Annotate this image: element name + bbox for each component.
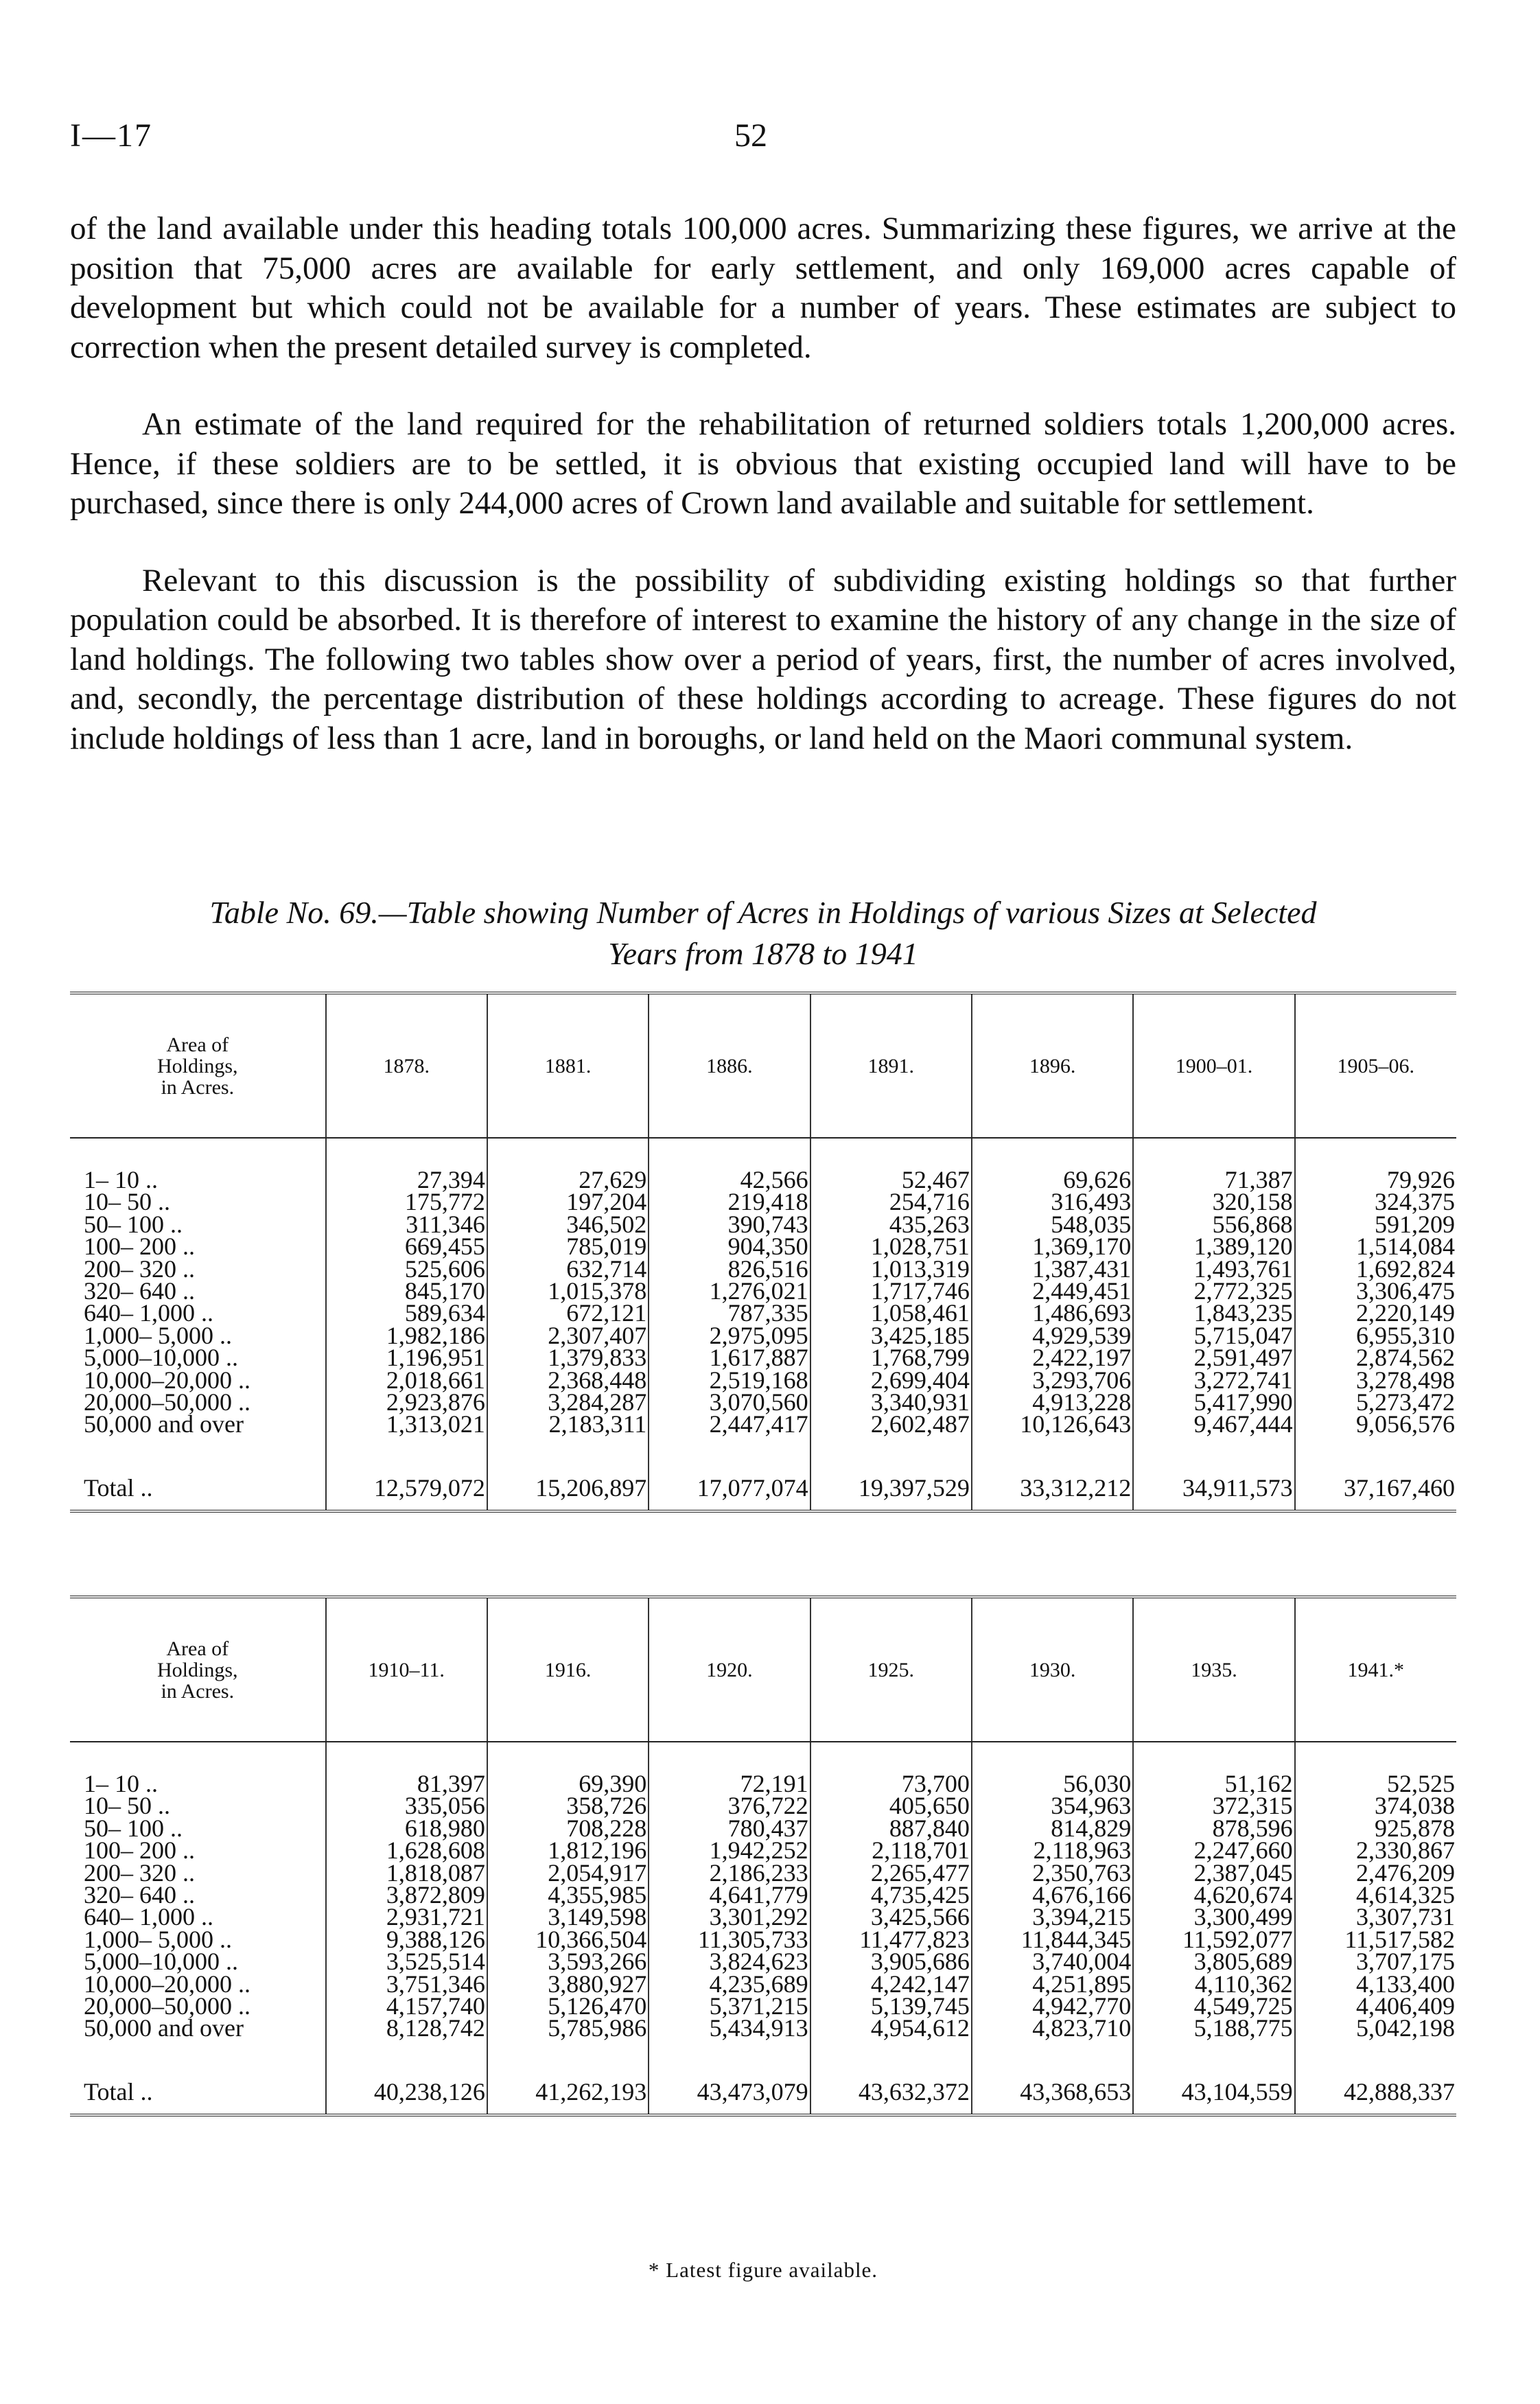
year-header: 1930.: [972, 1597, 1133, 1742]
acreage-cell: 4,157,740: [326, 1995, 487, 2017]
acreage-cell: 672,121: [487, 1302, 649, 1324]
acreage-cell: 2,387,045: [1133, 1862, 1294, 1884]
acreage-cell: 5,371,215: [649, 1995, 810, 2017]
acreage-cell: 27,394: [326, 1169, 487, 1191]
spacer-cell: [972, 1436, 1133, 1466]
table-body: [70, 1742, 1456, 2115]
acreage-cell: 2,350,763: [972, 1862, 1133, 1884]
acreage-cell: 4,954,612: [810, 2017, 972, 2039]
spacer-cell: [649, 1742, 810, 1773]
caption-line-1: Table No. 69.—Table showing Number of Acres in Holdings of various Sizes at Selected: [209, 895, 1317, 930]
acreage-cell: 2,118,701: [810, 1839, 972, 1861]
acreage-cell: 4,242,147: [810, 1973, 972, 1995]
area-column-header: [70, 993, 326, 1138]
acreage-cell: 632,714: [487, 1258, 649, 1280]
table-caption: [70, 892, 1456, 975]
table-row: [70, 1795, 1456, 1817]
acreage-cell: 10,126,643: [972, 1413, 1133, 1435]
acreage-cell: 435,263: [810, 1213, 972, 1235]
year-header: 1920.: [649, 1597, 810, 1742]
acreage-cell: 42,566: [649, 1169, 810, 1191]
acreage-cell: 2,447,417: [649, 1413, 810, 1435]
acreage-cell: 52,467: [810, 1169, 972, 1191]
acreage-cell: 904,350: [649, 1235, 810, 1257]
acreage-cell: 3,805,689: [1133, 1950, 1294, 1972]
table-row: [70, 1413, 1456, 1435]
acreage-cell: 5,785,986: [487, 2017, 649, 2039]
acreage-cell: 3,149,598: [487, 1906, 649, 1928]
spacer-cell: [70, 2040, 326, 2070]
acreage-cell: 1,818,087: [326, 1862, 487, 1884]
year-header: 1916.: [487, 1597, 649, 1742]
acreage-cell: 10,366,504: [487, 1928, 649, 1950]
acreage-cell: 4,133,400: [1295, 1973, 1456, 1995]
acreage-cell: 374,038: [1295, 1795, 1456, 1817]
acreage-cell: 8,128,742: [326, 2017, 487, 2039]
acreage-cell: 3,307,731: [1295, 1906, 1456, 1928]
table-1: [70, 992, 1456, 1513]
spacer-cell: [487, 1742, 649, 1773]
acreage-cell: 3,425,566: [810, 1906, 972, 1928]
spacer-cell: [649, 2040, 810, 2070]
acreage-cell: 826,516: [649, 1258, 810, 1280]
spacer-row: [70, 2040, 1456, 2070]
acreage-cell: 5,139,745: [810, 1995, 972, 2017]
acreage-cell: 780,437: [649, 1817, 810, 1839]
acreage-cell: 3,425,185: [810, 1324, 972, 1346]
acreage-cell: 3,872,809: [326, 1884, 487, 1906]
spacer-cell: [1295, 1436, 1456, 1466]
spacer-cell: [326, 1436, 487, 1466]
table-row: [70, 1302, 1456, 1324]
acreage-cell: 79,926: [1295, 1169, 1456, 1191]
acreage-cell: 3,278,498: [1295, 1369, 1456, 1391]
acreage-cell: 2,519,168: [649, 1369, 810, 1391]
acreage-cell: 1,379,833: [487, 1346, 649, 1368]
acreage-cell: 3,707,175: [1295, 1950, 1456, 1972]
acreage-cell: 787,335: [649, 1302, 810, 1324]
acreage-cell: 1,387,431: [972, 1258, 1133, 1280]
spacer-cell: [326, 2040, 487, 2070]
row-label: 200– 320 ..: [84, 1254, 195, 1283]
acreage-cell: 2,931,721: [326, 1906, 487, 1928]
acreage-cell: 73,700: [810, 1773, 972, 1795]
table-header-row: [70, 993, 1456, 1138]
acreage-cell: 11,517,582: [1295, 1928, 1456, 1950]
table-row: [70, 1839, 1456, 1861]
acreage-cell: 3,293,706: [972, 1369, 1133, 1391]
acreage-cell: 3,272,741: [1133, 1369, 1294, 1391]
acreage-cell: 3,300,499: [1133, 1906, 1294, 1928]
row-label: 1– 10 ..: [84, 1770, 158, 1797]
acreage-cell: 669,455: [326, 1235, 487, 1257]
row-label: 100– 200 ..: [84, 1233, 195, 1261]
acreage-cell: 11,844,345: [972, 1928, 1133, 1950]
total-cell: 43,632,372: [810, 2070, 972, 2115]
acreage-cell: 11,592,077: [1133, 1928, 1294, 1950]
spacer-cell: [487, 2040, 649, 2070]
acreage-cell: 1,196,951: [326, 1346, 487, 1368]
acreage-cell: 2,422,197: [972, 1346, 1133, 1368]
total-cell: 34,911,573: [1133, 1466, 1294, 1511]
acreage-cell: 1,942,252: [649, 1839, 810, 1861]
spacer-cell: [810, 2040, 972, 2070]
acreage-cell: 878,596: [1133, 1817, 1294, 1839]
total-cell: 12,579,072: [326, 1466, 487, 1511]
acreage-cell: 11,305,733: [649, 1928, 810, 1950]
spacer-cell: [1133, 2040, 1294, 2070]
acreage-cell: 2,874,562: [1295, 1346, 1456, 1368]
acreage-cell: 390,743: [649, 1213, 810, 1235]
holdings-table-1910-1941: [70, 1596, 1456, 2116]
year-header: 1896.: [972, 993, 1133, 1138]
acreage-cell: 2,307,407: [487, 1324, 649, 1346]
acreage-cell: 3,740,004: [972, 1950, 1133, 1972]
acreage-cell: 52,525: [1295, 1773, 1456, 1795]
acreage-cell: 5,417,990: [1133, 1391, 1294, 1413]
acreage-cell: 4,620,674: [1133, 1884, 1294, 1906]
acreage-cell: 525,606: [326, 1258, 487, 1280]
row-label: 1– 10 ..: [84, 1166, 158, 1193]
spacer-cell: [810, 1436, 972, 1466]
year-header: 1910–11.: [326, 1597, 487, 1742]
caption-line-2: Years from 1878 to 1941: [608, 936, 918, 971]
acreage-cell: 4,676,166: [972, 1884, 1133, 1906]
acreage-cell: 2,183,311: [487, 1413, 649, 1435]
total-cell: 15,206,897: [487, 1466, 649, 1511]
acreage-cell: 2,054,917: [487, 1862, 649, 1884]
acreage-cell: 4,913,228: [972, 1391, 1133, 1413]
year-header: 1935.: [1133, 1597, 1294, 1742]
row-label: 320– 640 ..: [84, 1881, 195, 1909]
acreage-cell: 4,735,425: [810, 1884, 972, 1906]
acreage-cell: 2,699,404: [810, 1369, 972, 1391]
acreage-cell: 219,418: [649, 1191, 810, 1213]
acreage-cell: 4,641,779: [649, 1884, 810, 1906]
row-label: 10– 50 ..: [84, 1792, 170, 1820]
acreage-cell: 2,368,448: [487, 1369, 649, 1391]
row-label: 20,000–50,000 ..: [84, 1388, 250, 1416]
total-cell: 43,473,079: [649, 2070, 810, 2115]
acreage-cell: 1,768,799: [810, 1346, 972, 1368]
acreage-cell: 71,387: [1133, 1169, 1294, 1191]
acreage-cell: 4,251,895: [972, 1973, 1133, 1995]
total-row: [70, 2070, 1456, 2115]
row-label: 10– 50 ..: [84, 1188, 170, 1216]
spacer-cell: [1295, 1742, 1456, 1773]
row-label: 640– 1,000 ..: [84, 1299, 213, 1327]
acreage-cell: 5,042,198: [1295, 2017, 1456, 2039]
total-label: Total ..: [70, 1466, 326, 1511]
row-label: 5,000–10,000 ..: [84, 1948, 238, 1976]
acreage-cell: 4,110,362: [1133, 1973, 1294, 1995]
acreage-cell: 2,118,963: [972, 1839, 1133, 1861]
acreage-cell: 2,018,661: [326, 1369, 487, 1391]
acreage-cell: 3,070,560: [649, 1391, 810, 1413]
table-row: [70, 1346, 1456, 1368]
page-header: [70, 117, 1456, 165]
area-header-line: Holdings,: [157, 1658, 238, 1681]
row-label: 640– 1,000 ..: [84, 1903, 213, 1931]
acreage-cell: 376,722: [649, 1795, 810, 1817]
acreage-cell: 5,434,913: [649, 2017, 810, 2039]
acreage-cell: 311,346: [326, 1213, 487, 1235]
acreage-cell: 405,650: [810, 1795, 972, 1817]
year-header: 1881.: [487, 993, 649, 1138]
spacer-row: [70, 1742, 1456, 1773]
acreage-cell: 2,772,325: [1133, 1280, 1294, 1302]
spacer-cell: [810, 1742, 972, 1773]
area-header-line: in Acres.: [161, 1075, 235, 1099]
row-label: 20,000–50,000 ..: [84, 1992, 250, 2020]
spacer-cell: [972, 1742, 1133, 1773]
acreage-cell: 51,162: [1133, 1773, 1294, 1795]
row-label: 100– 200 ..: [84, 1836, 195, 1865]
acreage-cell: 1,058,461: [810, 1302, 972, 1324]
acreage-cell: 9,388,126: [326, 1928, 487, 1950]
spacer-cell: [487, 1436, 649, 1466]
holdings-table-1878-1906: [70, 992, 1456, 1513]
acreage-cell: 2,330,867: [1295, 1839, 1456, 1861]
row-label: 320– 640 ..: [84, 1277, 195, 1305]
acreage-cell: 69,390: [487, 1773, 649, 1795]
page-number: 52: [734, 117, 767, 154]
acreage-cell: 5,715,047: [1133, 1324, 1294, 1346]
year-header: 1878.: [326, 993, 487, 1138]
area-header-line: Area of: [166, 1637, 229, 1660]
spacer-cell: [649, 1436, 810, 1466]
year-header: 1925.: [810, 1597, 972, 1742]
spacer-cell: [326, 1742, 487, 1773]
acreage-cell: 1,628,608: [326, 1839, 487, 1861]
acreage-cell: 4,942,770: [972, 1995, 1133, 2017]
year-header: 1905–06.: [1295, 993, 1456, 1138]
acreage-cell: 11,477,823: [810, 1928, 972, 1950]
acreage-cell: 2,247,660: [1133, 1839, 1294, 1861]
acreage-cell: 9,056,576: [1295, 1413, 1456, 1435]
acreage-cell: 335,056: [326, 1795, 487, 1817]
acreage-cell: 925,878: [1295, 1817, 1456, 1839]
spacer-cell: [1295, 1138, 1456, 1169]
row-label: 200– 320 ..: [84, 1858, 195, 1887]
spacer-cell: [1295, 2040, 1456, 2070]
acreage-cell: 372,315: [1133, 1795, 1294, 1817]
acreage-cell: 1,276,021: [649, 1280, 810, 1302]
paragraph-3: Relevant to this discussion is the possibility of subdividing existing holdings so that further population could be absorbed. It is therefore of interest to examine the history of any change in the size of land holdings. The following two tables show over a period of years, first, the number of acres involved, and, secondly, the percentage distribution of these holdings according to acreage. These figures do not include holdings of less than 1 acre, land in boroughs, or land held on the Maori communal system.: [70, 562, 1456, 756]
acreage-cell: 27,629: [487, 1169, 649, 1191]
acreage-cell: 346,502: [487, 1213, 649, 1235]
acreage-cell: 785,019: [487, 1235, 649, 1257]
acreage-cell: 56,030: [972, 1773, 1133, 1795]
year-header: 1891.: [810, 993, 972, 1138]
table-2: [70, 1596, 1456, 2116]
total-cell: 40,238,126: [326, 2070, 487, 2115]
total-cell: 19,397,529: [810, 1466, 972, 1511]
spacer-cell: [326, 1138, 487, 1169]
acreage-cell: 5,126,470: [487, 1995, 649, 2017]
acreage-cell: 1,617,887: [649, 1346, 810, 1368]
acreage-cell: 1,812,196: [487, 1839, 649, 1861]
acreage-cell: 3,340,931: [810, 1391, 972, 1413]
acreage-cell: 4,823,710: [972, 2017, 1133, 2039]
acreage-cell: 3,880,927: [487, 1973, 649, 1995]
total-cell: 43,104,559: [1133, 2070, 1294, 2115]
acreage-cell: 618,980: [326, 1817, 487, 1839]
acreage-cell: 3,301,292: [649, 1906, 810, 1928]
table-row: [70, 1950, 1456, 1972]
total-cell: 43,368,653: [972, 2070, 1133, 2115]
acreage-cell: 324,375: [1295, 1191, 1456, 1213]
acreage-cell: 5,273,472: [1295, 1391, 1456, 1413]
row-label: 1,000– 5,000 ..: [84, 1321, 232, 1349]
spacer-cell: [1133, 1436, 1294, 1466]
footnote: * Latest figure available.: [648, 2258, 878, 2282]
acreage-cell: 4,614,325: [1295, 1884, 1456, 1906]
spacer-cell: [810, 1138, 972, 1169]
acreage-cell: 2,265,477: [810, 1862, 972, 1884]
acreage-cell: 3,525,514: [326, 1950, 487, 1972]
spacer-row: [70, 1138, 1456, 1169]
acreage-cell: 5,188,775: [1133, 2017, 1294, 2039]
total-cell: 33,312,212: [972, 1466, 1133, 1511]
total-row: [70, 1466, 1456, 1511]
acreage-cell: 708,228: [487, 1817, 649, 1839]
acreage-cell: 81,397: [326, 1773, 487, 1795]
body-text: [70, 209, 1456, 796]
acreage-cell: 3,284,287: [487, 1391, 649, 1413]
table-row: [70, 1235, 1456, 1257]
acreage-cell: 4,355,985: [487, 1884, 649, 1906]
area-header-line: in Acres.: [161, 1679, 235, 1703]
total-cell: 17,077,074: [649, 1466, 810, 1511]
spacer-cell: [972, 2040, 1133, 2070]
table-body: [70, 1138, 1456, 1511]
acreage-cell: 1,717,746: [810, 1280, 972, 1302]
table-row: [70, 1191, 1456, 1213]
acreage-cell: 9,467,444: [1133, 1413, 1294, 1435]
area-header-line: Area of: [166, 1033, 229, 1056]
acreage-cell: 3,751,346: [326, 1973, 487, 1995]
acreage-cell: 3,593,266: [487, 1950, 649, 1972]
acreage-cell: 1,982,186: [326, 1324, 487, 1346]
spacer-cell: [70, 1138, 326, 1169]
spacer-cell: [70, 1742, 326, 1773]
acreage-cell: 1,514,084: [1295, 1235, 1456, 1257]
acreage-cell: 69,626: [972, 1169, 1133, 1191]
area-column-header: [70, 1597, 326, 1742]
acreage-cell: 3,905,686: [810, 1950, 972, 1972]
acreage-cell: 2,591,497: [1133, 1346, 1294, 1368]
acreage-cell: 1,692,824: [1295, 1258, 1456, 1280]
acreage-cell: 2,923,876: [326, 1391, 487, 1413]
year-header: 1886.: [649, 993, 810, 1138]
acreage-cell: 3,824,623: [649, 1950, 810, 1972]
total-label: Total ..: [70, 2070, 326, 2115]
spacer-cell: [649, 1138, 810, 1169]
acreage-cell: 254,716: [810, 1191, 972, 1213]
acreage-cell: 72,191: [649, 1773, 810, 1795]
row-label: 10,000–20,000 ..: [84, 1970, 250, 1998]
acreage-cell: 4,549,725: [1133, 1995, 1294, 2017]
spacer-cell: [1133, 1742, 1294, 1773]
table-row: [70, 1906, 1456, 1928]
acreage-cell: 175,772: [326, 1191, 487, 1213]
area-header-line: Holdings,: [157, 1054, 238, 1077]
acreage-cell: 3,306,475: [1295, 1280, 1456, 1302]
acreage-cell: 2,975,095: [649, 1324, 810, 1346]
table-header-row: [70, 1597, 1456, 1742]
acreage-cell: 1,013,319: [810, 1258, 972, 1280]
acreage-cell: 2,602,487: [810, 1413, 972, 1435]
acreage-cell: 591,209: [1295, 1213, 1456, 1235]
page-reference: I—17: [70, 117, 152, 154]
spacer-cell: [70, 1436, 326, 1466]
acreage-cell: 548,035: [972, 1213, 1133, 1235]
table-row: [70, 2017, 1456, 2039]
acreage-cell: 556,868: [1133, 1213, 1294, 1235]
acreage-cell: 1,313,021: [326, 1413, 487, 1435]
acreage-cell: 3,394,215: [972, 1906, 1133, 1928]
acreage-cell: 2,476,209: [1295, 1862, 1456, 1884]
acreage-cell: 197,204: [487, 1191, 649, 1213]
acreage-cell: 589,634: [326, 1302, 487, 1324]
row-label: 50– 100 ..: [84, 1210, 183, 1238]
total-cell: 37,167,460: [1295, 1466, 1456, 1511]
year-header: 1941.*: [1295, 1597, 1456, 1742]
acreage-cell: 320,158: [1133, 1191, 1294, 1213]
paragraph-2: An estimate of the land required for the rehabilitation of returned soldiers totals 1,200,000 acres. Hence, if these soldiers are to be settled, it is obvious that existing occupied land will have to be purchased, since there is only 244,000 acres of Crown land available and suitable for settlement.: [70, 406, 1456, 521]
row-label: 50,000 and over: [84, 2014, 244, 2042]
year-header: 1900–01.: [1133, 993, 1294, 1138]
acreage-cell: 1,486,693: [972, 1302, 1133, 1324]
acreage-cell: 845,170: [326, 1280, 487, 1302]
paragraph-1: of the land available under this heading totals 100,000 acres. Summarizing these figures, we arrive at the position that 75,000 acres are available for early settlement, and only 169,000 acres capable of development but which could not be available for a number of years. These estimates are subject to correction when the present detailed survey is completed.: [70, 211, 1456, 365]
spacer-cell: [487, 1138, 649, 1169]
acreage-cell: 2,220,149: [1295, 1302, 1456, 1324]
acreage-cell: 1,843,235: [1133, 1302, 1294, 1324]
acreage-cell: 1,369,170: [972, 1235, 1133, 1257]
acreage-cell: 4,235,689: [649, 1973, 810, 1995]
spacer-cell: [972, 1138, 1133, 1169]
spacer-row: [70, 1436, 1456, 1466]
acreage-cell: 4,406,409: [1295, 1995, 1456, 2017]
row-label: 10,000–20,000 ..: [84, 1366, 250, 1394]
row-label: 5,000–10,000 ..: [84, 1344, 238, 1372]
total-cell: 41,262,193: [487, 2070, 649, 2115]
acreage-cell: 358,726: [487, 1795, 649, 1817]
acreage-cell: 6,955,310: [1295, 1324, 1456, 1346]
acreage-cell: 2,186,233: [649, 1862, 810, 1884]
acreage-cell: 1,015,378: [487, 1280, 649, 1302]
acreage-cell: 316,493: [972, 1191, 1133, 1213]
row-label: 50– 100 ..: [84, 1814, 183, 1842]
acreage-cell: 2,449,451: [972, 1280, 1133, 1302]
acreage-cell: 1,389,120: [1133, 1235, 1294, 1257]
acreage-cell: 354,963: [972, 1795, 1133, 1817]
row-label: 1,000– 5,000 ..: [84, 1925, 232, 1953]
row-label: 50,000 and over: [84, 1410, 244, 1438]
acreage-cell: 1,493,761: [1133, 1258, 1294, 1280]
spacer-cell: [1133, 1138, 1294, 1169]
acreage-cell: 4,929,539: [972, 1324, 1133, 1346]
total-cell: 42,888,337: [1295, 2070, 1456, 2115]
acreage-cell: 1,028,751: [810, 1235, 972, 1257]
acreage-cell: 887,840: [810, 1817, 972, 1839]
acreage-cell: 814,829: [972, 1817, 1133, 1839]
